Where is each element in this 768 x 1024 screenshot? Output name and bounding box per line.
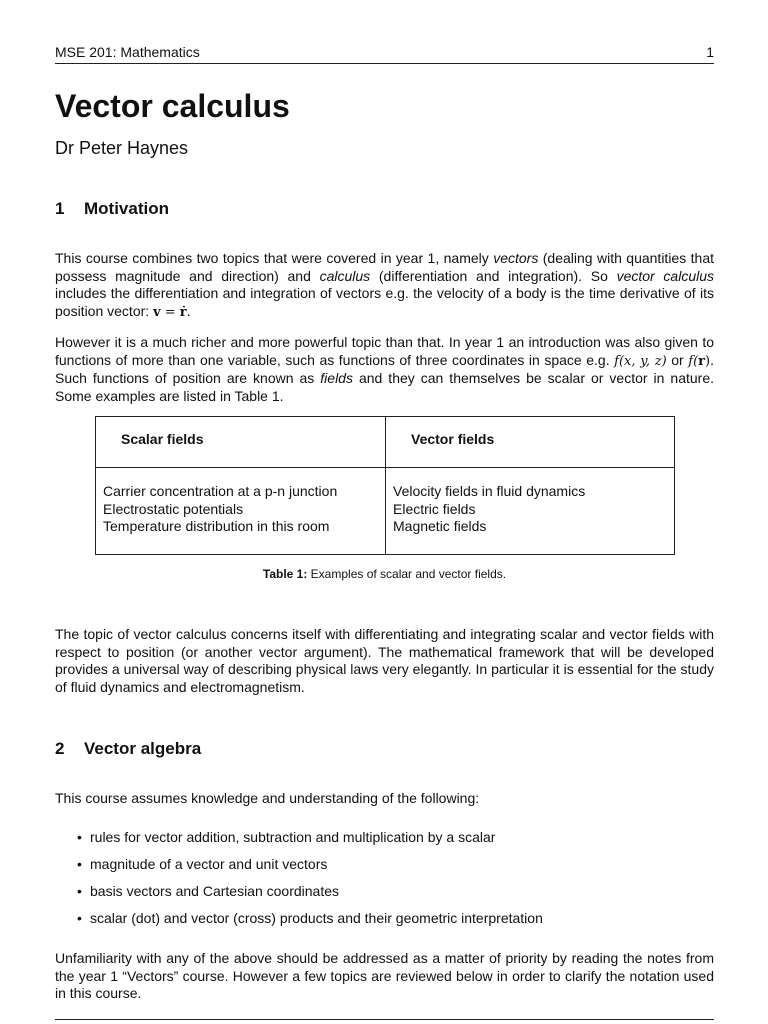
list-item: • basis vectors and Cartesian coordinates (77, 883, 340, 899)
section-number: 1 (55, 199, 65, 218)
table-cell: Magnetic fields (393, 518, 487, 534)
table-column-vector (393, 483, 585, 536)
table-cell: Carrier concentration at a p-n junction (103, 483, 338, 499)
page-number: 1 (706, 44, 714, 60)
table-cell: Velocity fields in fluid dynamics (393, 483, 586, 499)
paragraph-closing: Unfamiliarity with any of the above should be addressed as a matter of priority by reading the notes from the year 1 “Vectors” course. However a few topics are reviewed below in order to clarify the notation used in this course. (55, 950, 714, 1001)
document-title: Vector calculus (55, 88, 290, 124)
paragraph-topic: The topic of vector calculus concerns itself with differentiating and integrating scalar and vector fields with respect to position (or another vector argument). The mathematical framework that will be developed provides a universal way of describing physical laws very elegantly. In particular it is essential for the study of fluid dynamics and electromagnetism. (55, 626, 714, 695)
list-item: • magnitude of a vector and unit vectors (77, 856, 328, 872)
section-number: 2 (55, 739, 65, 758)
table-column-divider (385, 417, 386, 554)
table-header-scalar: Scalar fields (121, 431, 204, 447)
running-header (55, 43, 714, 64)
prerequisite-list (55, 827, 714, 935)
table-cell: Temperature distribution in this room (103, 518, 330, 534)
paragraph-intro: This course combines two topics that were covered in year 1, namely vectors (dealing with quantities that possess magnitude and direction) and calculus (differentiation and integration). So vector calculus includes the differentiation and integration of vectors e.g. the velocity of a body is the time derivative of its position vector: v = ṙ. (55, 250, 715, 320)
bullet-icon: • (77, 856, 82, 872)
bullet-icon: • (77, 829, 82, 845)
fields-table (95, 416, 675, 555)
section-heading-motivation (55, 198, 169, 220)
bullet-icon: • (77, 883, 82, 899)
velocity-equation: v = ṙ. (153, 304, 191, 320)
paragraph-assumptions: This course assumes knowledge and understanding of the following: (55, 790, 480, 806)
table-caption: Table 1: Examples of scalar and vector fields. (262, 567, 507, 581)
table-cell: Electrostatic potentials (103, 500, 244, 517)
table-cell: Electric fields (393, 500, 476, 517)
table-header-vector: Vector fields (411, 431, 495, 447)
list-item: • rules for vector addition, subtraction and multiplication by a scalar (77, 829, 496, 845)
footer-rule (55, 1019, 714, 1020)
course-name: MSE 201: Mathematics (55, 44, 200, 60)
author-name: Dr Peter Haynes (55, 138, 189, 158)
table-header-rule (96, 467, 674, 468)
list-item: • scalar (dot) and vector (cross) products and their geometric interpretation (77, 910, 543, 926)
math-f-r: f(r) (688, 353, 711, 369)
section-heading-vector-algebra (55, 738, 201, 760)
section-title: Vector algebra (84, 739, 202, 758)
paragraph-fields: However it is a much richer and more powerful topic than that. In year 1 an introduction was also given to functions of more than one variable, such as functions of three coordinates in space e.g. f(x, y, z) or f(r). Such functions of position are known as fields and they can themselves be scalar or vector in nature. Some examples are listed in Table 1. (55, 334, 715, 404)
bullet-icon: • (77, 910, 82, 926)
math-f-xyz: f(x, y, z) (614, 353, 667, 369)
table-column-scalar (103, 483, 337, 536)
document-page (55, 0, 714, 1024)
section-title: Motivation (84, 199, 169, 218)
